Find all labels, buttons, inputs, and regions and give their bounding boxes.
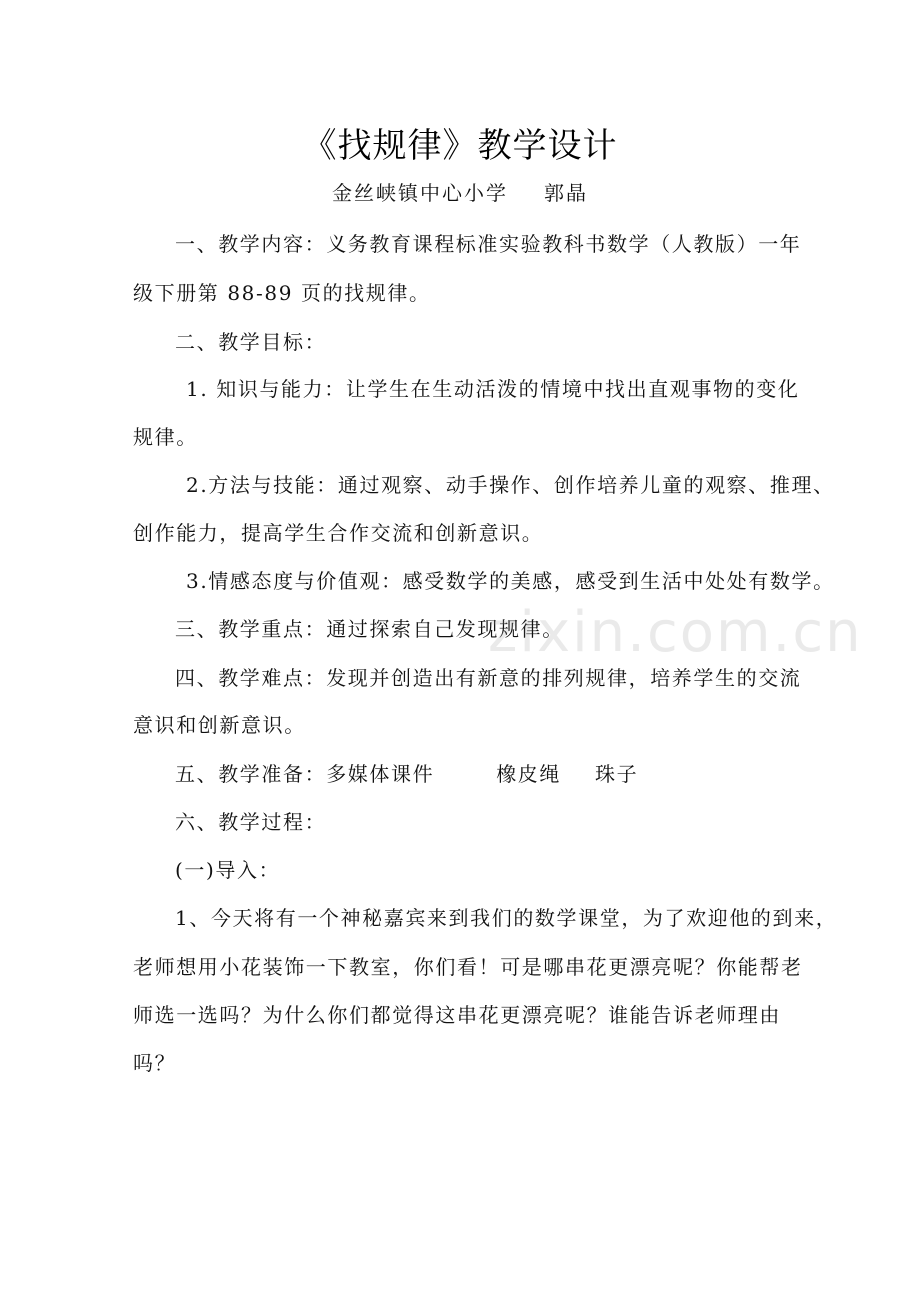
content-line-2: 级下册第 88-89 页的找规律。 [133,281,431,305]
content-line-1: 一、教学内容：义务教育课程标准实验教科书数学（人教版）一年 [175,232,802,256]
watermark: zixin.com.cn [488,600,863,665]
goal-3-line-1: 3.情感态度与价值观：感受数学的美感，感受到生活中处处有数学。 [186,569,835,593]
preparation-item-beads: 珠子 [595,762,639,786]
difficulty-line-2: 意识和创新意识。 [133,713,306,737]
key-point: 三、教学重点：通过探索自己发现规律。 [175,617,564,641]
goal-2-line-1: 2.方法与技能：通过观察、动手操作、创作培养儿童的观察、推理、 [186,473,835,497]
difficulty-line-1: 四、教学难点：发现并创造出有新意的排列规律，培养学生的交流 [175,666,802,690]
intro-line-2: 老师想用小花装饰一下教室，你们看！可是哪串花更漂亮呢？你能帮老 [133,955,803,979]
preparation-line [175,758,815,787]
process-heading: 六、教学过程： [175,810,327,834]
goal-1-line-1: 1. 知识与能力：让学生在生动活泼的情境中找出直观事物的变化 [186,377,800,401]
goal-2-line-2: 创作能力，提高学生合作交流和创新意识。 [133,521,544,545]
intro-line-1: 1、今天将有一个神秘嘉宾来到我们的数学课堂，为了欢迎他的到来， [175,906,838,930]
intro-line-3: 师选一选吗？为什么你们都觉得这串花更漂亮呢？谁能告诉老师理由 [133,1003,781,1027]
preparation-item-rubber-band: 橡皮绳 [496,762,562,786]
intro-heading: (一)导入： [175,858,281,882]
author-line [0,177,920,206]
school-name: 金丝峡镇中心小学 [332,181,508,205]
goals-heading: 二、教学目标： [175,330,327,354]
document-title: 《找规律》教学设计 [302,126,618,166]
preparation-label: 五、教学准备：多媒体课件 [175,762,435,786]
author-name: 郭晶 [544,181,588,205]
intro-line-4: 吗？ [133,1051,177,1075]
goal-1-line-2: 规律。 [133,425,198,449]
